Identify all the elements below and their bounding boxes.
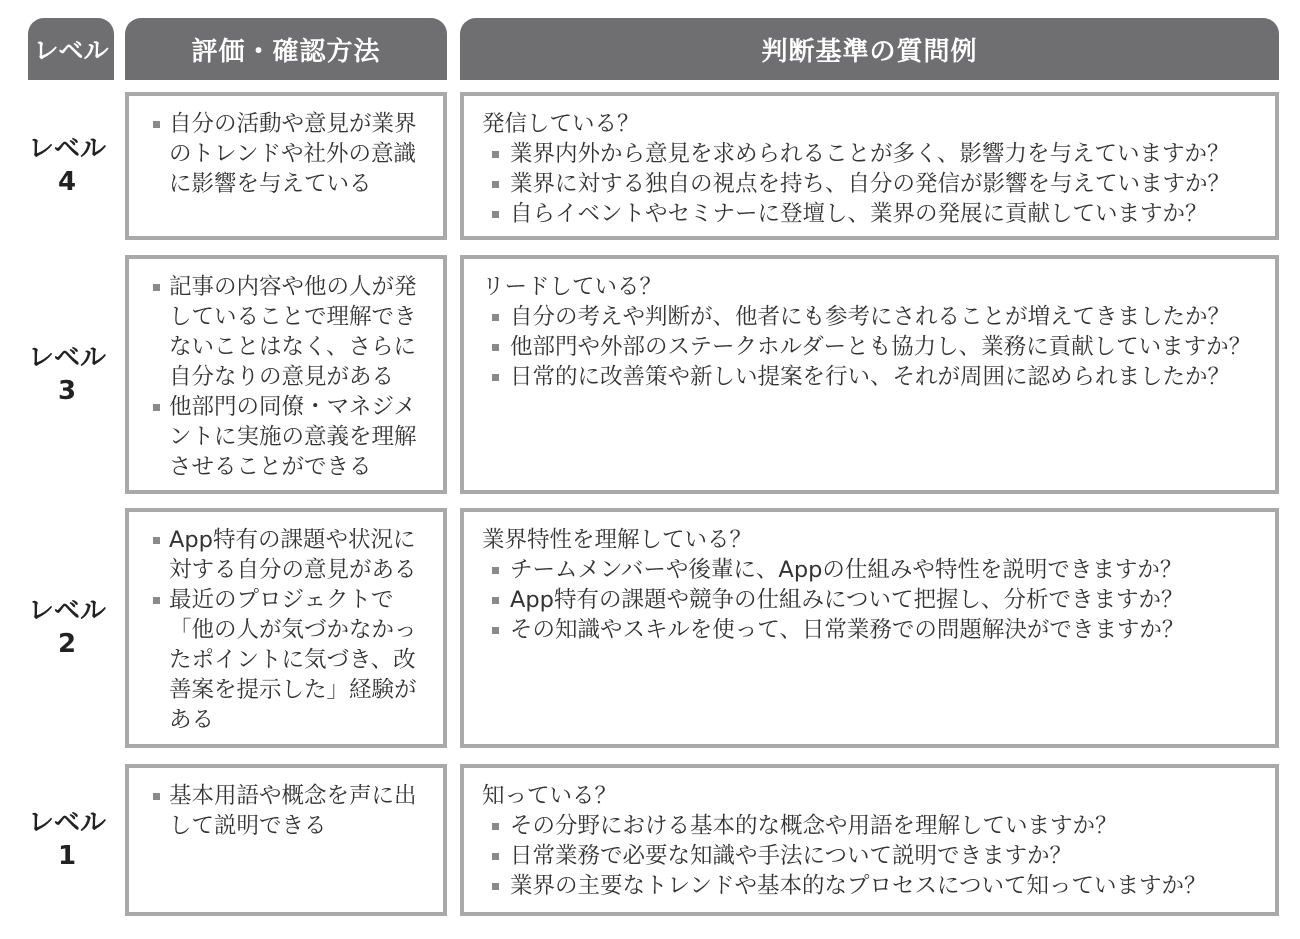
header-level: レベル [28, 18, 114, 80]
level-4-method-cell [125, 92, 447, 240]
question-item: 日常的に改善策や新しい提案を行い、それが周囲に認められましたか？ [488, 362, 1259, 392]
question-title: リードしている？ [482, 274, 663, 300]
level-word: レベル [27, 134, 106, 164]
level-2-label [18, 508, 116, 748]
question-item: App特有の課題や競争の仕組みについて把握し、分析できますか？ [488, 585, 1259, 615]
method-item: App特有の課題や状況に対する自分の意見がある [151, 525, 427, 585]
method-item: 記事の内容や他の人が発していることで理解できないことはなく、さらに自分なりの意見がある [151, 272, 427, 392]
header-questions: 判断基準の質問例 [460, 18, 1279, 80]
method-item: 自分の活動や意見が業界のトレンドや社外の意識に影響を与えている [151, 109, 427, 199]
header-method: 評価・確認方法 [125, 18, 447, 80]
question-item: 日常業務で必要な知識や手法について説明できますか？ [488, 841, 1259, 871]
level-1-question-cell [460, 764, 1279, 916]
level-3-method-cell [125, 255, 447, 494]
level-number: 3 [57, 375, 77, 406]
level-1-label [18, 764, 116, 916]
question-item: その知識やスキルを使って、日常業務での問題解決ができますか？ [488, 615, 1259, 645]
level-word: レベル [27, 596, 106, 626]
level-3-question-cell [460, 255, 1279, 494]
level-4-label [18, 92, 116, 240]
question-item: その分野における基本的な概念や用語を理解していますか？ [488, 811, 1259, 841]
level-number: 1 [57, 841, 77, 871]
question-item: 自らイベントやセミナーに登壇し、業界の発展に貢献していますか？ [488, 199, 1259, 229]
question-title: 発信している？ [482, 111, 640, 137]
level-2-question-cell [460, 508, 1279, 748]
question-item: 業界の主要なトレンドや基本的なプロセスについて知っていますか？ [488, 871, 1259, 901]
question-title: 業界特性を理解している？ [482, 527, 753, 553]
level-3-label [18, 255, 116, 494]
level-word: レベル [27, 808, 106, 838]
question-item: チームメンバーや後輩に、Appの仕組みや特性を説明できますか？ [488, 555, 1259, 585]
question-item: 業界に対する独自の視点を持ち、自分の発信が影響を与えていますか？ [488, 169, 1259, 199]
question-title: 知っている？ [482, 783, 618, 809]
question-item: 自分の考えや判断が、他者にも参考にされることが増えてきましたか？ [488, 302, 1259, 332]
level-2-method-cell [125, 508, 447, 748]
level-4-question-cell [460, 92, 1279, 240]
question-item: 業界内外から意見を求められることが多く、影響力を与えていますか？ [488, 139, 1259, 169]
method-item: 最近のプロジェクトで「他の人が気づかなかったポイントに気づき、改善案を提示した」経験がある [151, 585, 427, 735]
method-item: 基本用語や概念を声に出して説明できる [151, 781, 427, 841]
question-item: 他部門や外部のステークホルダーとも協力し、業務に貢献していますか？ [488, 332, 1259, 362]
level-number: 2 [57, 629, 77, 659]
level-number: 4 [57, 167, 77, 197]
level-1-method-cell [125, 764, 447, 916]
method-item: 他部門の同僚・マネジメントに実施の意義を理解させることができる [151, 392, 427, 482]
level-word: レベル [27, 342, 106, 373]
